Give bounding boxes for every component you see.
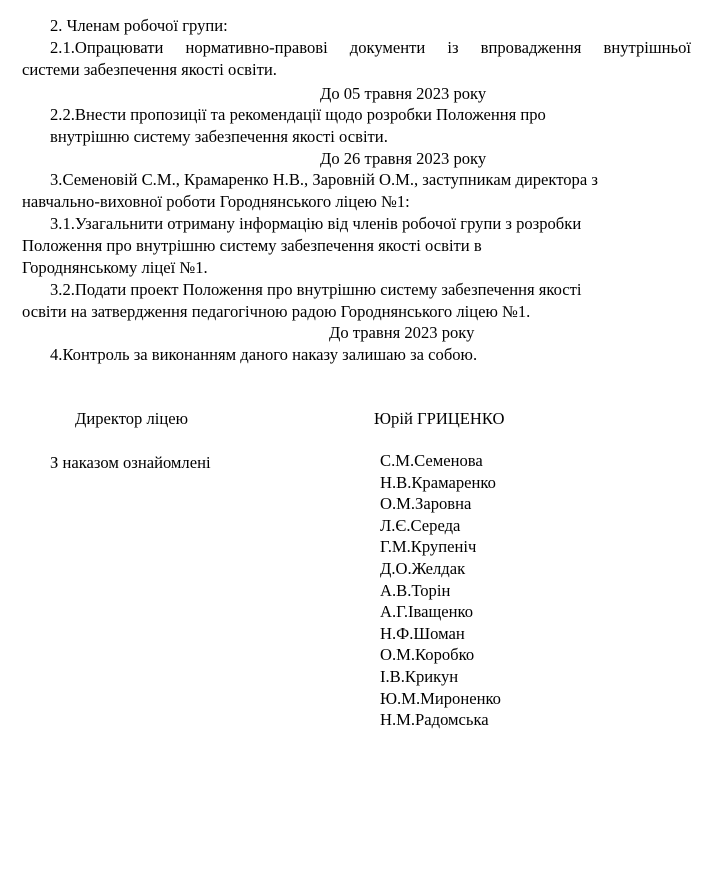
item-2-2-line-2: внутрішню систему забезпечення якості освіти. (50, 127, 388, 146)
signature-name: Юрій ГРИЦЕНКО (374, 409, 505, 428)
acknowledgement-name: О.М.Заровна (380, 494, 472, 514)
item-2-1-line-2: системи забезпечення якості освіти. (22, 60, 277, 79)
acknowledgement-name: Н.М.Радомська (380, 710, 489, 730)
acknowledgement-name: А.Г.Іващенко (380, 602, 474, 622)
item-3-line-1: 3.Семеновій С.М., Крамаренко Н.В., Заровній О.М., заступникам директора з (50, 170, 598, 189)
acknowledgement-names-list (380, 450, 501, 731)
item-3-line-2: навчально-виховної роботи Городнянського ліцею №1: (22, 192, 410, 211)
acknowledgement-name: Д.О.Желдак (380, 558, 466, 578)
deadline-3: До травня 2023 року (329, 323, 475, 342)
item-2-2-line-1: 2.2.Внести пропозиції та рекомендації щодо розробки Положення про (50, 105, 546, 124)
item-2-1-line-1: 2.1.Опрацювати нормативно-правові документи із впровадження внутрішньої (50, 38, 691, 57)
item-3-2-line-2: освіти на затвердження педагогічною радою Городнянського ліцею №1. (22, 302, 531, 321)
deadline-2: До 26 травня 2023 року (320, 149, 487, 168)
acknowledgement-name: Ю.М.Мироненко (380, 688, 501, 708)
item-3-2-line-1: 3.2.Подати проект Положення про внутрішню систему забезпечення якості (50, 280, 582, 299)
acknowledgement-name: С.М.Семенова (380, 451, 483, 470)
item-3-1-line-2: Положення про внутрішню систему забезпечення якості освіти в (22, 236, 482, 255)
acknowledgement-name: О.М.Коробко (380, 645, 475, 665)
acknowledgement-name: Л.Є.Середа (380, 515, 461, 535)
acknowledgement-label: З наказом ознайомлені (50, 453, 211, 472)
acknowledgement-name: І.В.Крикун (380, 666, 459, 686)
acknowledgement-name: Н.В.Крамаренко (380, 472, 496, 492)
acknowledgement-name: А.В.Торін (380, 580, 451, 600)
deadline-1: До 05 травня 2023 року (320, 84, 487, 103)
item-4: 4.Контроль за виконанням даного наказу залишаю за собою. (50, 345, 478, 364)
item-3-1-line-1: 3.1.Узагальнити отриману інформацію від членів робочої групи з розробки (50, 214, 582, 233)
item-3-1-line-3: Городнянському ліцеї №1. (22, 258, 208, 277)
item-2: 2. Членам робочої групи: (50, 16, 228, 35)
signature-position: Директор ліцею (75, 409, 189, 428)
acknowledgement-name: Г.М.Крупеніч (380, 537, 477, 557)
acknowledgement-name: Н.Ф.Шоман (380, 623, 465, 643)
